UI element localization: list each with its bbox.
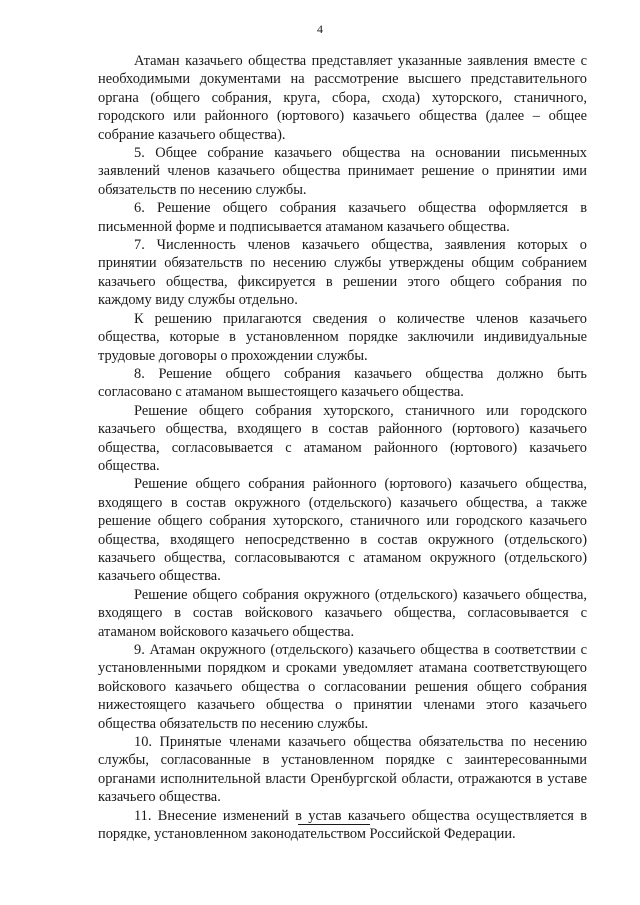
document-body [98,52,587,843]
paragraph-3: 6. Решение общего собрания казачьего общества оформляется в письменной форме и подписывается атаманом казачьего общества. [98,200,587,235]
paragraph-6: 8. Решение общего собрания казачьего общества должно быть согласовано с атаманом вышестоящего казачьего общества. [98,365,587,401]
paragraph-5: К решению прилагаются сведения о количестве членов казачьего общества, которые в установленном порядке заключили индивидуальные трудовые договоры о прохождении службы. [98,310,587,364]
end-divider [298,824,370,825]
paragraph-4: 7. Численность членов казачьего общества, заявления которых о принятии обязательств по несению службы утверждены общим собранием казачьего общества, фиксируется в решении этого общего собрания по каждому виду службы отдельно. [98,237,587,309]
paragraph-10: 9. Атаман окружного (отдельского) казачьего общества в соответствии с установленными порядком и сроками уведомляет атамана соответствующего войскового казачьего общества о согласовании решения общего собрания нижестоящего казачьего общества о принятии членами этого казачьего общества обязательств по несению службы. [98,642,587,732]
paragraph-12: 11. Внесение изменений в устав казачьего общества осуществляется в порядке, установленном законодательством Российской Федерации. [98,807,587,843]
paragraph-11: 10. Принятые членами казачьего общества обязательства по несению службы, согласованные в установленном порядке с заинтересованными органами исполнительной власти Оренбургской области, отражаются в уставе казачьего общества. [98,734,587,806]
paragraph-9: Решение общего собрания окружного (отдельского) казачьего общества, входящего в состав войскового казачьего общества, согласовывается с атаманом войскового казачьего общества. [98,586,587,640]
page-number: 4 [317,22,323,36]
paragraph-2: 5. Общее собрание казачьего общества на основании письменных заявлений членов казачьего общества принимает решение о принятии ими обязательств по несению службы. [98,145,587,198]
paragraph-7: Решение общего собрания хуторского, станичного или городского казачьего общества, входящего в состав районного (юртового) казачьего общества, согласовывается с атаманом районного (юртового) казачьего общества. [98,402,587,474]
paragraph-1: Атаман казачьего общества представляет указанные заявления вместе с необходимыми документами на рассмотрение высшего представительного органа (общего собрания, круга, сбора, схода) хуторского, станичного, городского или районного (юртового) казачьего общества (далее – общее собрание казачьего общества). [98,53,587,143]
paragraph-8: Решение общего собрания районного (юртового) казачьего общества, входящего в состав окружного (отдельского) казачьего общества, а также решение общего собрания хуторского, станичного или городского казачьего общества, входящего непосредственно в состав окружного (отдельского) казачьего общества, согласовываются с атаманом окружного (отдельского) казачьего общества. [98,476,587,585]
